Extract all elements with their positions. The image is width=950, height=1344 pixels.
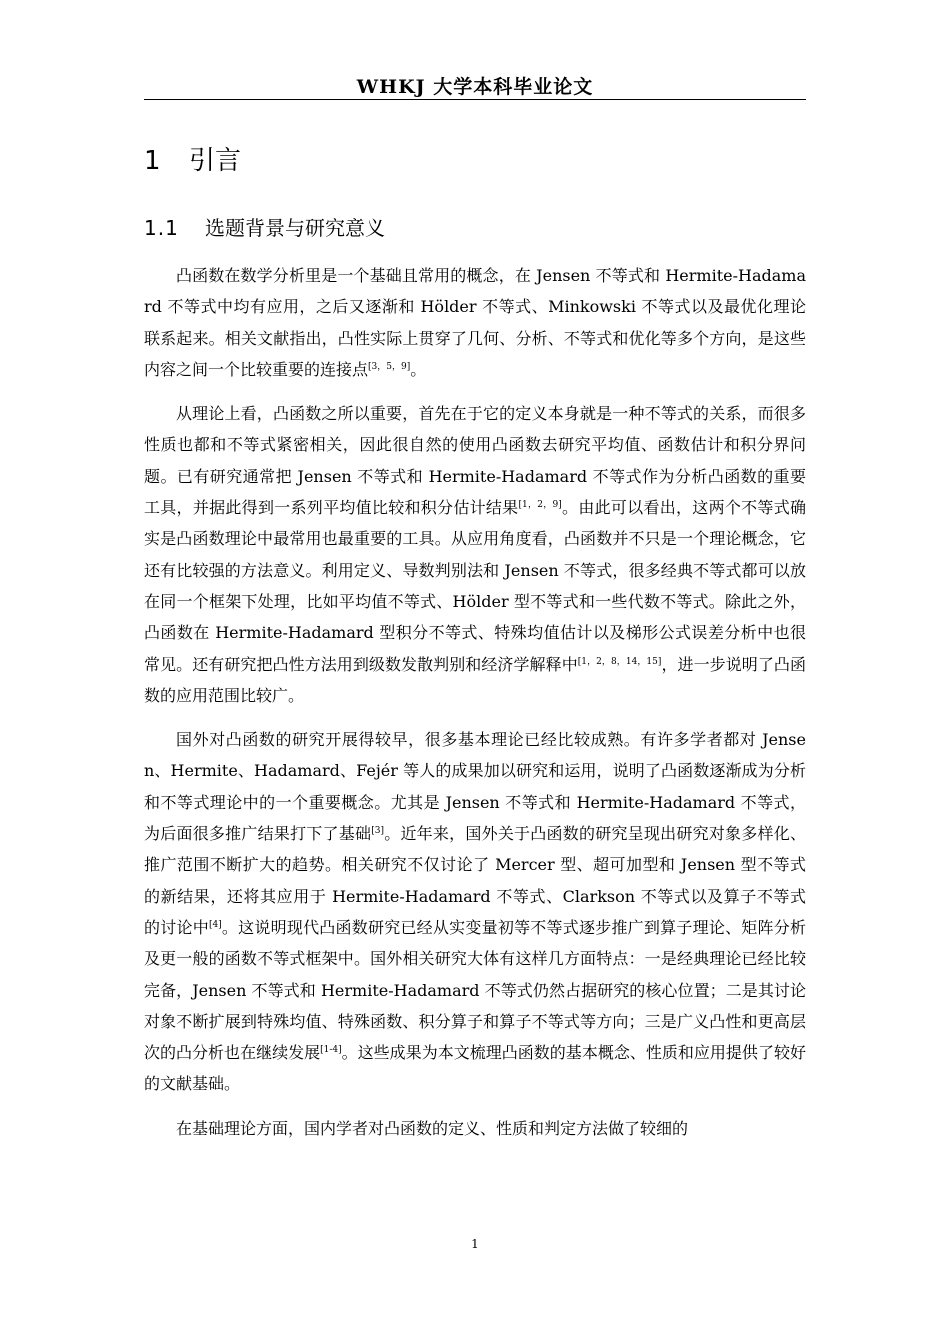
- citation-ref: [4]: [208, 919, 222, 930]
- body-paragraph: [144, 724, 806, 1100]
- body-paragraph: [144, 260, 806, 385]
- chapter-number: 1: [144, 146, 161, 176]
- paragraph-text: 凸函数在数学分析里是一个基础且常用的概念，在 Jensen 不等式和 Hermite-Hadamard 不等式中均有应用，之后又逐渐和 Hölder 不等式、Minkowski 不等式以及最优化理论联系起来。相关文献指出，凸性实际上贯穿了几何、分析、不等式和优化等多个方向，是这些内容之间一个比较重要的连接点: [144, 266, 806, 379]
- paragraph-text: ，进一步说明了凸函数的应用范围比较广。: [144, 654, 806, 705]
- citation-ref: [3，5，9]: [368, 361, 411, 372]
- citation-ref: [1-4]: [320, 1045, 342, 1056]
- paragraph-text: 。由此可以看出，这两个不等式确实是凸函数理论中最常用也最重要的工具。从应用角度看，凸函数并不只是一个理论概念，它还有比较强的方法意义。利用定义、导数判别法和 Jensen 不等式，很多经典不等式都可以放在同一个框架下处理，比如平均值不等式、Hölder 型不等式和一些代数不等式。除此之外，凸函数在 Hermite-Hadamard 型积分不等式、特殊均值估计以及梯形公式误差分析中也很常见。还有研究把凸性方法用到级数发散判别和经济学解释中: [144, 498, 806, 674]
- body-paragraph: [144, 398, 806, 711]
- paragraph-text: 。: [410, 359, 427, 379]
- paragraph-text: 国外对凸函数的研究开展得较早，很多基本理论已经比较成熟。有许多学者都对 Jensen、Hermite、Hadamard、Fejér 等人的成果加以研究和运用，说明了凸函数逐渐成为分析和不等式理论中的一个重要概念。尤其是 Jensen 不等式和 Hermite-Hadamard 不等式，为后面很多推广结果打下了基础: [144, 730, 806, 844]
- body-paragraph: [144, 1113, 806, 1144]
- page-number: 1: [471, 1237, 479, 1251]
- paragraph-text: 。近年来，国外关于凸函数的研究呈现出研究对象多样化、推广范围不断扩大的趋势。相关研究不仅讨论了 Mercer 型、超可加型和 Jensen 型不等式的新结果，还将其应用于 Hermite-Hadamard 不等式、Clarkson 不等式以及算子不等式的讨论中: [144, 824, 806, 937]
- chapter-title: 引言: [189, 146, 242, 176]
- citation-ref: [1，2，8，14，15]: [577, 656, 662, 667]
- section-heading: [144, 212, 385, 241]
- paragraph-text: 。这些成果为本文梳理凸函数的基本概念、性质和应用提供了较好的文献基础。: [144, 1043, 806, 1094]
- paragraph-text: 。这说明现代凸函数研究已经从实变量初等不等式逐步推广到算子理论、矩阵分析及更一般的函数不等式框架中。国外相关研究大体有这样几方面特点：一是经典理论已经比较完备，Jensen 不等式和 Hermite-Hadamard 不等式仍然占据研究的核心位置；二是其讨论对象不断扩展到特殊均值、特殊函数、积分算子和算子不等式等方向；三是广义凸性和更高层次的凸分析也在继续发展: [144, 917, 806, 1063]
- section-title: 选题背景与研究意义: [205, 216, 385, 240]
- chapter-heading: [144, 140, 241, 177]
- paragraph-text: 从理论上看，凸函数之所以重要，首先在于它的定义本身就是一种不等式的关系，而很多性质也都和不等式紧密相关，因此很自然的使用凸函数去研究平均值、函数估计和积分界问题。已有研究通常把 Jensen 不等式和 Hermite-Hadamard 不等式作为分析凸函数的重要工具，并据此得到一系列平均值比较和积分估计结果: [144, 404, 806, 518]
- paragraph-text: 在基础理论方面，国内学者对凸函数的定义、性质和判定方法做了较细的: [176, 1118, 689, 1138]
- citation-ref: [1，2，9]: [518, 500, 562, 511]
- section-number: 1.1: [144, 216, 179, 240]
- citation-ref: [3]: [371, 826, 384, 837]
- body-text: [144, 260, 806, 1157]
- running-header-title: WHKJ 大学本科毕业论文: [356, 76, 594, 98]
- header-divider: [144, 99, 806, 100]
